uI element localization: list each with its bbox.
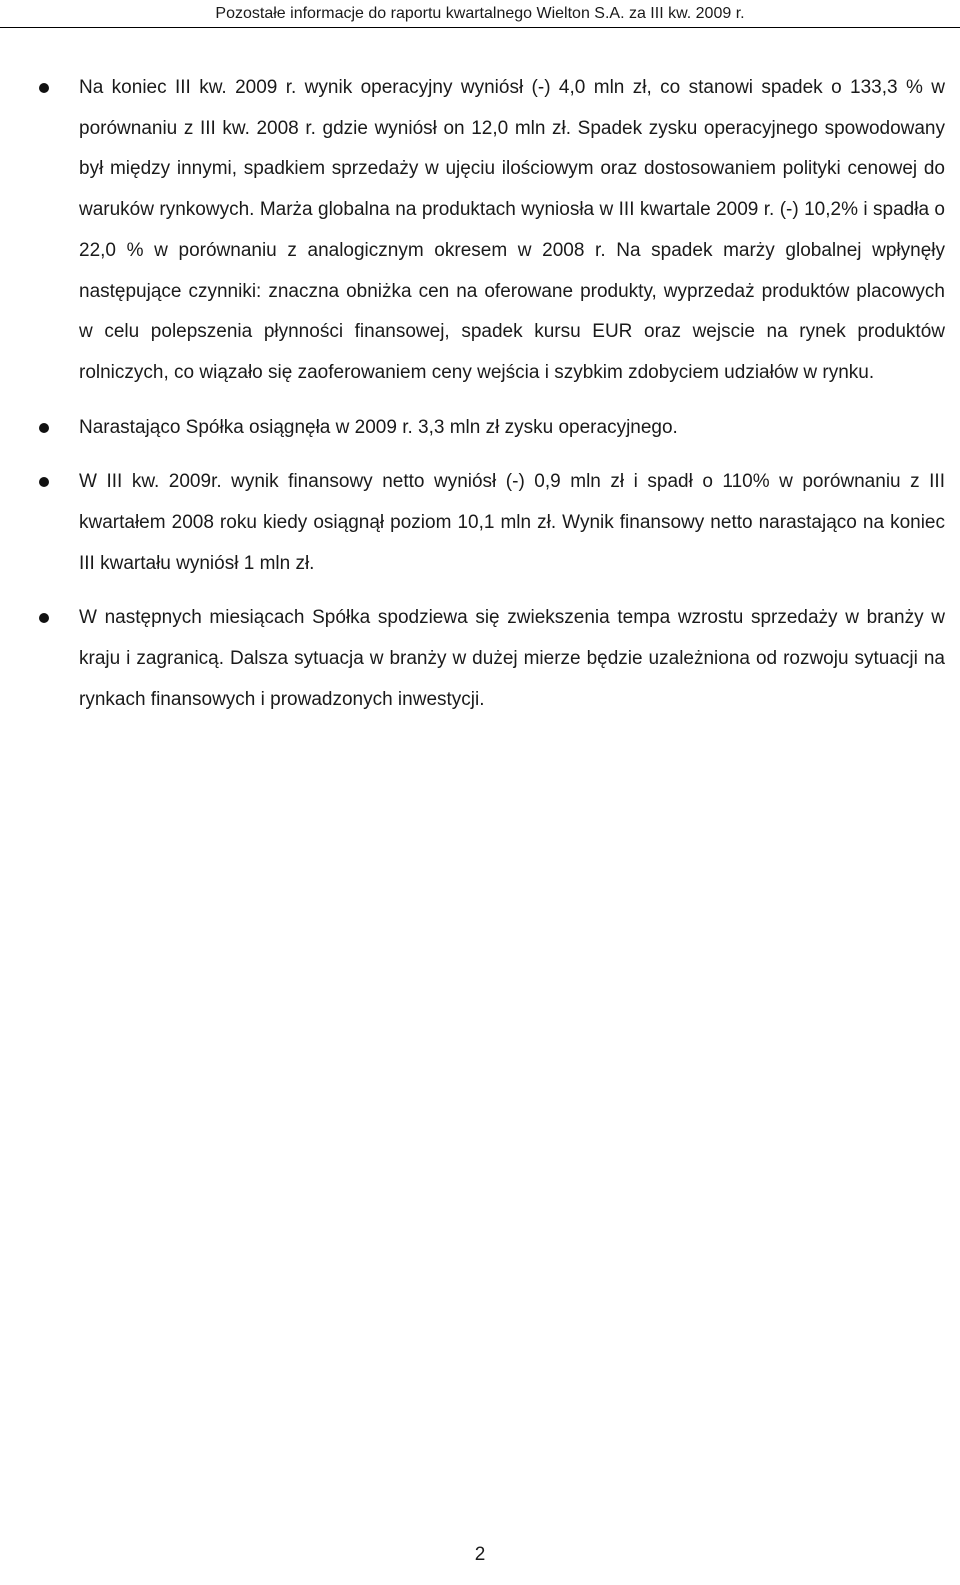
list-item-text: W III kw. 2009r. wynik finansowy netto wyniósł (-) 0,9 mln zł i spadł o 110% w porównaniu z III kwartałem 2008 roku kiedy osiągnął poziom 10,1 mln zł. Wynik finansowy netto narastająco na koniec III kwartału wyniósł 1 mln zł. <box>79 471 945 574</box>
bullet-list <box>0 68 960 721</box>
page-header: Pozostałe informacje do raportu kwartalnego Wielton S.A. za III kw. 2009 r. <box>215 5 745 22</box>
page-number: 2 <box>474 1544 486 1565</box>
bullet-icon <box>39 477 49 487</box>
list-item-text: Narastająco Spółka osiągnęła w 2009 r. 3,3 mln zł zysku operacyjnego. <box>79 416 678 438</box>
bullet-icon <box>39 423 49 433</box>
list-item <box>79 462 945 584</box>
list-item <box>79 68 945 394</box>
list-item <box>79 598 945 720</box>
list-item-text: W następnych miesiącach Spółka spodziewa się zwiekszenia tempa wzrostu sprzedaży w branży w kraju i zagranicą. Dalsza sytuacja w branży w dużej mierze będzie uzależniona od rozwoju sytuacji na rynkach finansowych i prowadzonych inwestycji. <box>79 607 945 710</box>
header-divider <box>0 27 960 28</box>
list-item-text: Na koniec III kw. 2009 r. wynik operacyjny wyniósł (-) 4,0 mln zł, co stanowi spadek o 133,3 % w porównaniu z III kw. 2008 r. gdzie wyniósł on 12,0 mln zł. Spadek zysku operacyjnego spowodowany był między innymi, spadkiem sprzedaży w ujęciu ilościowym oraz dostosowaniem polityki cenowej do waruków rynkowych. Marża globalna na produktach wyniosła w III kwartale 2009 r. (-) 10,2% i spadła o 22,0 % w porównaniu z analogicznym okresem w 2008 r. Na spadek marży globalnej wpłynęły następujące czynniki: znaczna obniżka cen na oferowane produkty, wyprzedaż produktów placowych w celu polepszenia płynności finansowej, spadek kursu EUR oraz wejscie na rynek produktów rolniczych, co wiązało się zaoferowaniem ceny wejścia i szybkim zdobyciem udziałów w rynku. <box>79 77 945 383</box>
bullet-icon <box>39 83 49 93</box>
bullet-icon <box>39 613 49 623</box>
list-item <box>79 408 945 449</box>
